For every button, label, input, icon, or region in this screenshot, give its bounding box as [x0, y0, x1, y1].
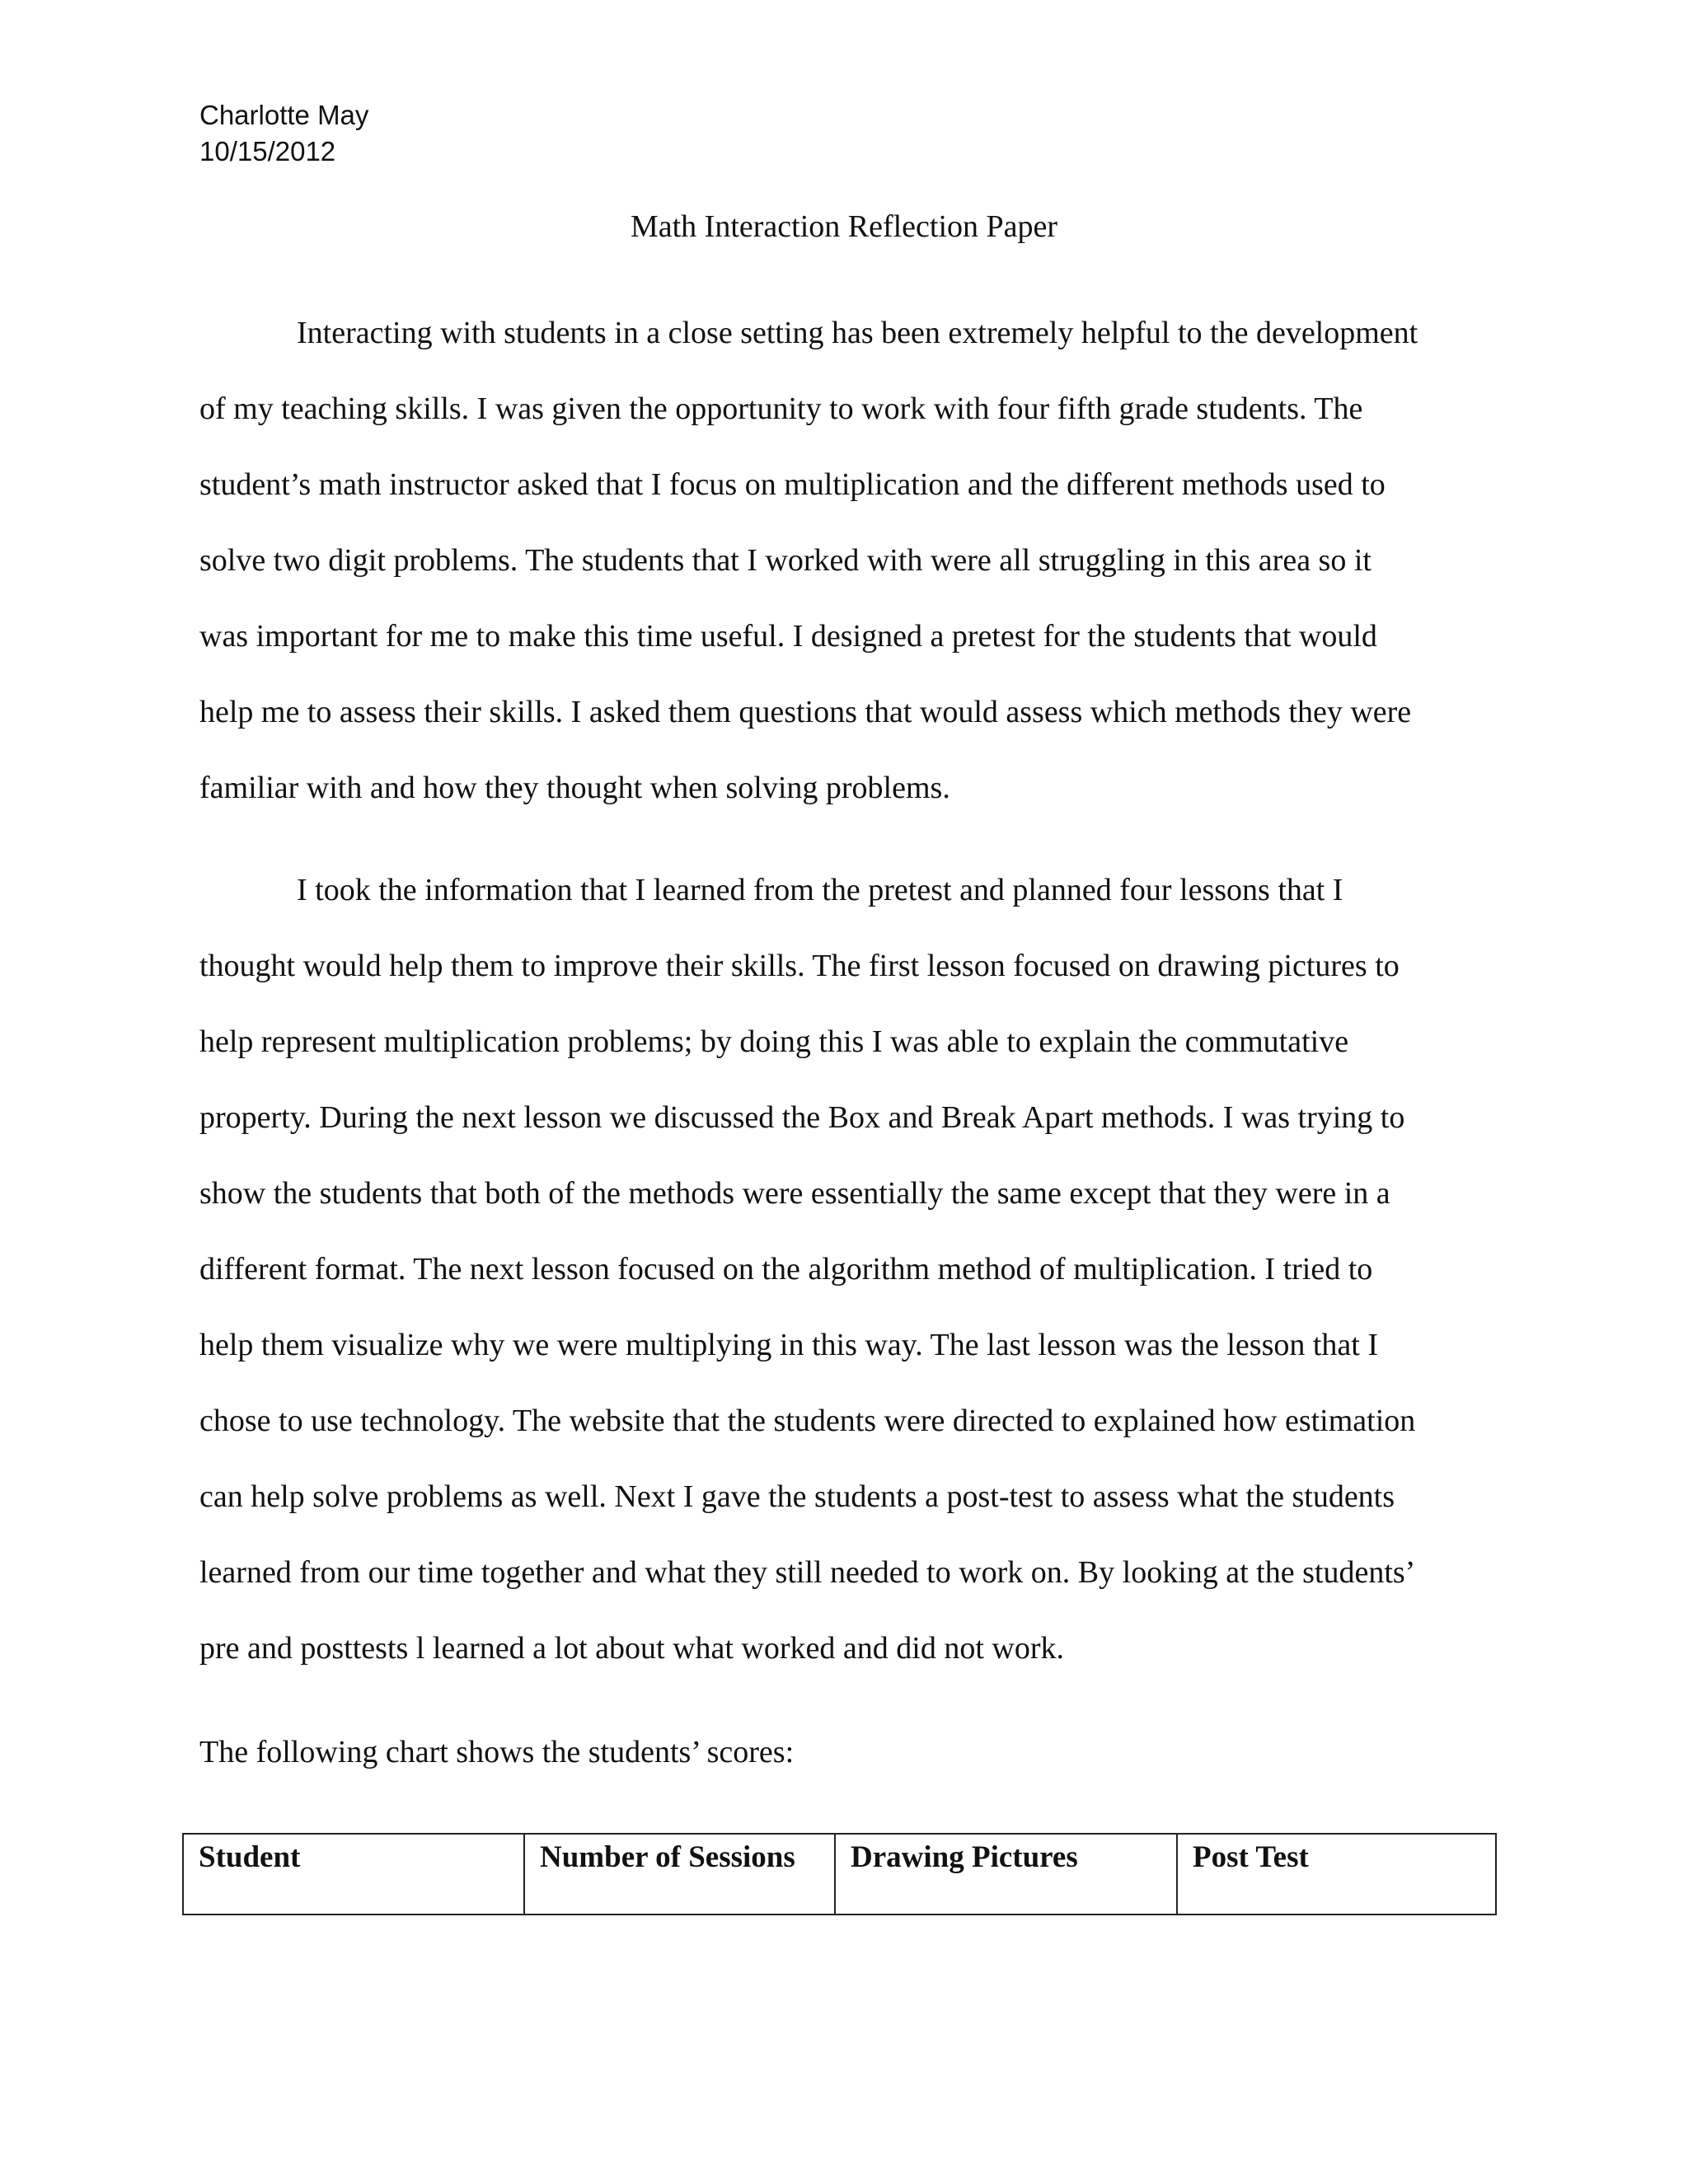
column-header-drawing-pictures: Drawing Pictures: [835, 1834, 1177, 1915]
paragraph-line: chose to use technology. The website that the students were directed to explained how estimation: [199, 1404, 1416, 1438]
paragraph-line: help me to assess their skills. I asked them questions that would assess which methods they were: [199, 695, 1412, 729]
document-date: 10/15/2012: [199, 136, 336, 166]
paragraph-line: I took the information that I learned from the pretest and planned four lessons that I: [297, 873, 1343, 907]
paragraph-line: show the students that both of the methods were essentially the same except that they were in a: [199, 1176, 1390, 1211]
paragraph-1: [199, 295, 1502, 826]
paragraph-line: thought would help them to improve their skills. The first lesson focused on drawing pictures to: [199, 949, 1400, 983]
paragraph-line: solve two digit problems. The students that I worked with were all struggling in this area so it: [199, 543, 1372, 578]
column-header-student: Student: [183, 1834, 524, 1915]
paragraph-line: pre and posttests l learned a lot about what worked and did not work.: [199, 1631, 1064, 1666]
paragraph-line: familiar with and how they thought when solving problems.: [199, 771, 950, 805]
paragraph-line: property. During the next lesson we discussed the Box and Break Apart methods. I was trying to: [199, 1100, 1405, 1135]
paragraph-line: Interacting with students in a close setting has been extremely helpful to the development: [297, 316, 1418, 350]
paragraph-line: learned from our time together and what they still needed to work on. By looking at the students’: [199, 1555, 1416, 1590]
paragraph-line: student’s math instructor asked that I focus on multiplication and the different methods used to: [199, 467, 1386, 502]
page-title: Math Interaction Reflection Paper: [630, 209, 1058, 244]
paragraph-line: of my teaching skills. I was given the opportunity to work with four fifth grade students. The: [199, 391, 1363, 426]
document-header: [199, 97, 368, 170]
table-header-row: [183, 1834, 1496, 1915]
column-header-number-of-sessions: Number of Sessions: [524, 1834, 835, 1915]
chart-intro-text: The following chart shows the students’ scores:: [199, 1735, 795, 1769]
paragraph-line: help them visualize why we were multiplying in this way. The last lesson was the lesson that I: [199, 1328, 1379, 1362]
scores-table: [182, 1833, 1497, 1915]
author-name: Charlotte May: [199, 100, 369, 130]
column-header-post-test: Post Test: [1177, 1834, 1496, 1915]
paragraph-line: was important for me to make this time useful. I designed a pretest for the students that would: [199, 619, 1377, 654]
paragraph-line: can help solve problems as well. Next I gave the students a post-test to assess what the students: [199, 1479, 1395, 1514]
paragraph-line: different format. The next lesson focused on the algorithm method of multiplication. I tried to: [199, 1252, 1373, 1286]
paragraph-line: help represent multiplication problems; by doing this I was able to explain the commutative: [199, 1024, 1349, 1059]
paragraph-2: [199, 852, 1502, 1686]
